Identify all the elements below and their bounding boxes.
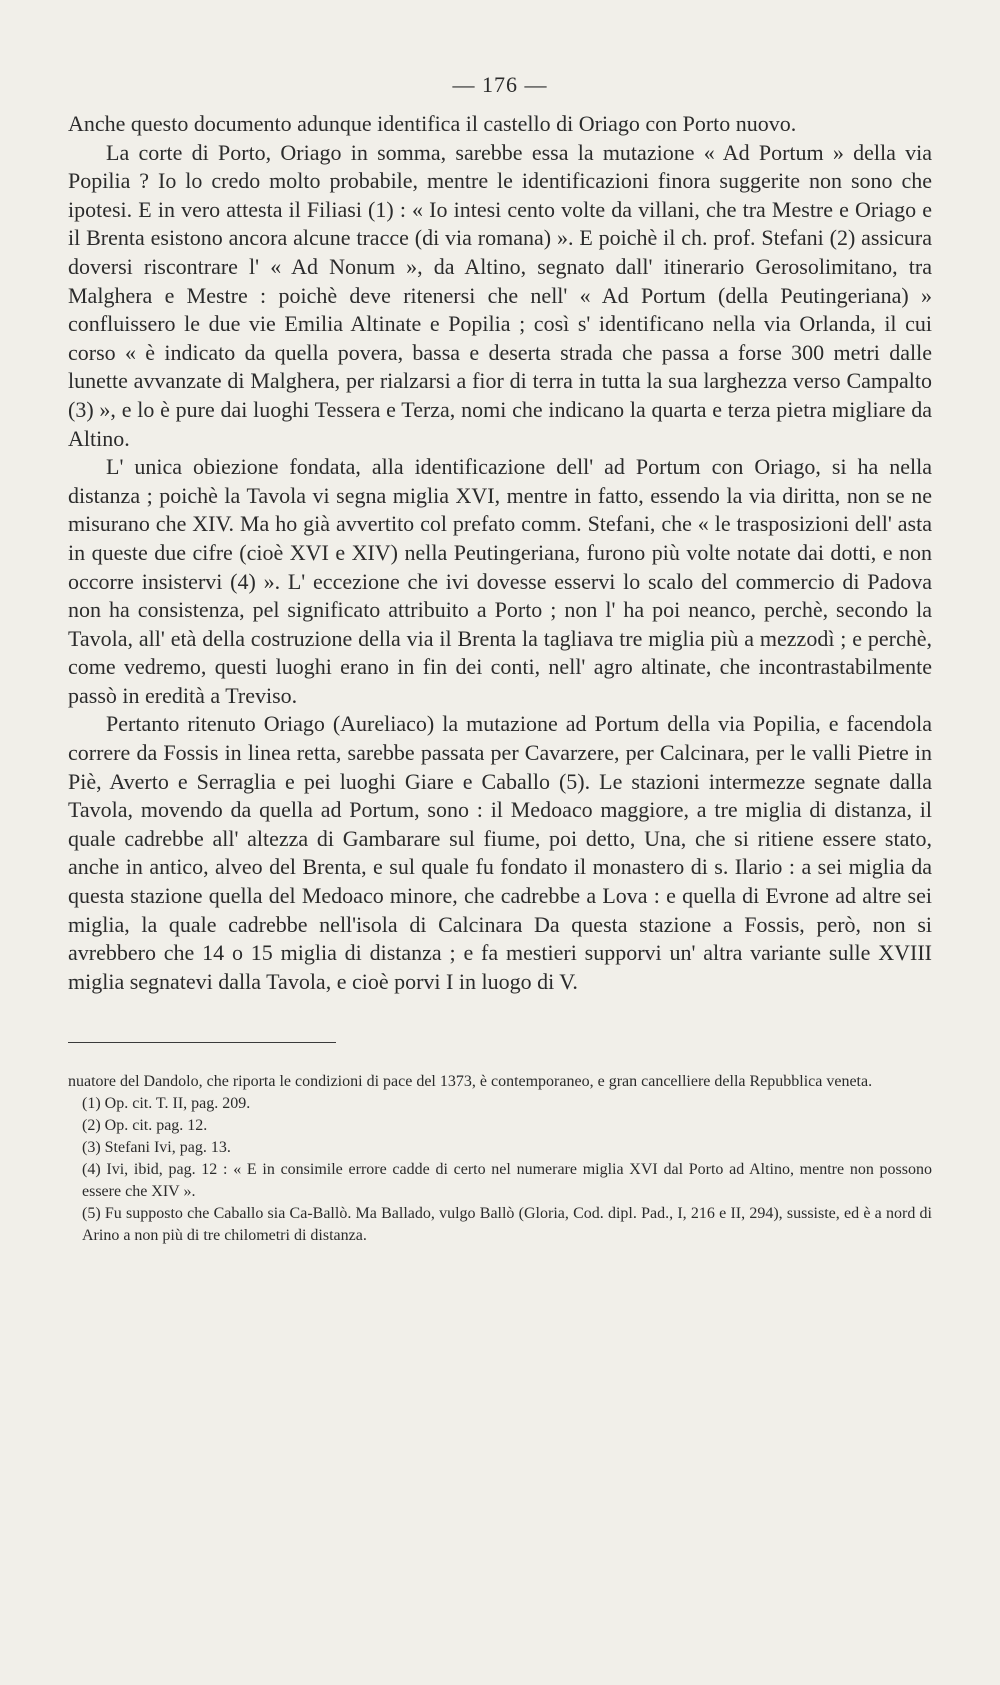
footnote-2: (2) Op. cit. pag. 12. xyxy=(82,1117,208,1135)
paragraph-2: La corte di Porto, Oriago in somma, sarebbe essa la mutazione « Ad Portum » della via Popilia ? Io lo credo molto probabile, mentre le identificazioni finora suggerite non sono che ipotesi. E in vero attesta il Filiasi (1) : « Io intesi cento volte da villani, che tra Mestre e Oriago e il Brenta esistono ancora alcune tracce (di via romana) ». E poichè il ch. prof. Stefani (2) assicura doversi riscontrare l' « Ad Nonum », da Altino, segnato dall' itinerario Gerosolimitano, tra Malghera e Mestre : poichè deve ritenersi che nell' « Ad Portum (della Peutingeriana) » confluissero le due vie Emilia Altinate e Popilia ; così s' identificano nella via Orlanda, il cui corso « è indicato da quella povera, bassa e deserta strada che passa a forse 300 metri dalle lunette avvanzate di Malghera, per rialzarsi a fior di terra in tutta la sua larghezza verso Campalto (3) », e lo è pure dai luoghi Tessera e Terza, nomi che indicano la quarta e terza pietra migliare da Altino. xyxy=(68,139,932,451)
footnotes xyxy=(68,1071,932,1247)
footnote-3: (3) Stefani Ivi, pag. 13. xyxy=(82,1139,231,1157)
footnote-5: (5) Fu supposto che Caballo sia Ca-Ballò. Ma Ballado, vulgo Ballò (Gloria, Cod. dipl. Pad., I, 216 e II, 294), sussiste, ed è a nord di Arino a non più di tre chilometri di distanza. xyxy=(82,1205,932,1245)
footnote-continuation: nuatore del Dandolo, che riporta le condizioni di pace del 1373, è contemporaneo, e gran cancelliere della Repubblica veneta. xyxy=(68,1073,873,1091)
page-number: — 176 — xyxy=(452,72,548,97)
paragraph-1: Anche questo documento adunque identifica il castello di Oriago con Porto nuovo. xyxy=(68,111,797,136)
paragraph-4: Pertanto ritenuto Oriago (Aureliaco) la mutazione ad Portum della via Popilia, e facendola correre da Fossis in linea retta, sarebbe passata per Cavarzere, per Calcinara, per le valli Pietre in Piè, Averto e Serraglia e pei luoghi Giare e Caballo (5). Le stazioni intermezze segnate dalla Tavola, movendo da quella ad Portum, sono : il Medoaco maggiore, a tre miglia di distanza, il quale cadrebbe all' altezza di Gambarare sul fiume, poi detto, Una, che si ritiene essere stato, anche in antico, alveo del Brenta, e sul quale fu fondato il monastero di s. Ilario : a sei miglia da questa stazione quella del Medoaco minore, che cadrebbe a Lova : e quella di Evrone ad altre sei miglia, la quale cadrebbe nell'isola di Calcinara Da questa stazione a Fossis, però, non si avrebbero che 14 o 15 miglia di distanza ; e fa mestieri supporvi un' altra variante sulle XVIII miglia segnatevi dalla Tavola, e cioè porvi I in luogo di V. xyxy=(68,711,932,994)
body-text xyxy=(68,110,932,996)
footnote-1: (1) Op. cit. T. II, pag. 209. xyxy=(82,1095,251,1113)
footnote-separator xyxy=(68,1042,336,1043)
footnote-4: (4) Ivi, ibid, pag. 12 : « E in consimile errore cadde di certo nel numerare miglia XVI dal Porto ad Altino, mentre non possono essere che XIV ». xyxy=(82,1161,932,1201)
paragraph-3: L' unica obiezione fondata, alla identificazione dell' ad Portum con Oriago, si ha nella distanza ; poichè la Tavola vi segna miglia XVI, mentre in fatto, essendo la via diritta, non se ne misurano che XIV. Ma ho già avvertito col prefato comm. Stefani, che « le trasposizioni dell' asta in queste due cifre (cioè XVI e XIV) nella Peutingeriana, furono più volte notate dai dotti, e non occorre insistervi (4) ». L' eccezione che ivi dovesse esservi lo scalo del commercio di Padova non ha consistenza, pel significato attribuito a Porto ; non l' ha poi neanco, perchè, secondo la Tavola, all' età della costruzione della via il Brenta la tagliava tre miglia più a mezzodì ; e perchè, come vedremo, questi luoghi erano in fin dei conti, nell' agro altinate, che incontrastabilmente passò in eredità a Treviso. xyxy=(68,454,932,708)
